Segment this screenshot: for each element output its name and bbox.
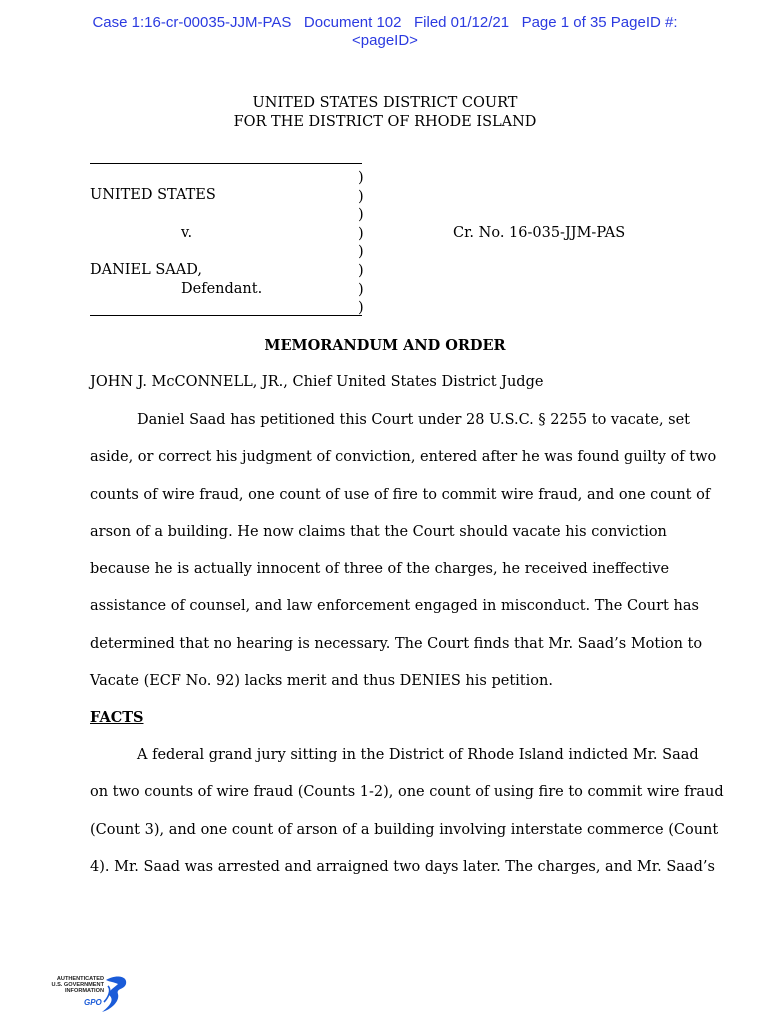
plaintiff-name: UNITED STATES bbox=[90, 187, 216, 203]
paragraph-line: Daniel Saad has petitioned this Court under 28 U.S.C. § 2255 to vacate, set bbox=[137, 412, 691, 428]
caption-rule-bottom bbox=[90, 315, 362, 316]
caption-rule-top bbox=[90, 163, 362, 164]
paragraph-facts bbox=[90, 737, 724, 886]
paragraph-intro bbox=[90, 402, 717, 700]
gpo-authentication-seal bbox=[44, 972, 134, 1018]
gpo-mark: GPO bbox=[84, 998, 102, 1007]
paragraph-line: Vacate (ECF No. 92) lacks merit and thus DENIES his petition. bbox=[90, 673, 553, 690]
court-line-1: UNITED STATES DISTRICT COURT bbox=[252, 95, 518, 111]
ecf-header-line-1: Case 1:16-cr-00035-JJM-PAS Document 102 Filed 01/12/21 Page 1 of 35 PageID #: bbox=[92, 14, 678, 31]
paragraph-line: on two counts of wire fraud (Counts 1-2), one count of using fire to commit wire fraud bbox=[90, 784, 724, 801]
court-name bbox=[0, 94, 770, 132]
paragraph-line: (Count 3), and one count of arson of a building involving interstate commerce (Count bbox=[90, 821, 719, 838]
facts-heading: FACTS bbox=[90, 709, 144, 726]
paragraph-line: A federal grand jury sitting in the District of Rhode Island indicted Mr. Saad bbox=[137, 747, 699, 763]
paragraph-line: aside, or correct his judgment of conviction, entered after he was found guilty of two bbox=[90, 449, 717, 466]
paragraph-line: assistance of counsel, and law enforcement engaged in misconduct. The Court has bbox=[90, 598, 699, 615]
defendant-role: Defendant. bbox=[181, 281, 263, 297]
document-title: MEMORANDUM AND ORDER bbox=[264, 337, 506, 354]
paragraph-line: counts of wire fraud, one count of use of fire to commit wire fraud, and one count of bbox=[90, 486, 711, 503]
court-line-2: FOR THE DISTRICT OF RHODE ISLAND bbox=[233, 114, 537, 130]
paragraph-line: 4). Mr. Saad was arrested and arraigned two days later. The charges, and Mr. Saad’s bbox=[90, 858, 715, 875]
paragraph-line: because he is actually innocent of three of the charges, he received ineffective bbox=[90, 561, 670, 578]
judge-line: JOHN J. McCONNELL, JR., Chief United States District Judge bbox=[90, 374, 544, 390]
paragraph-line: arson of a building. He now claims that the Court should vacate his conviction bbox=[90, 523, 667, 540]
defendant-name: DANIEL SAAD, bbox=[90, 262, 202, 278]
case-number: Cr. No. 16-035-JJM-PAS bbox=[453, 225, 626, 241]
paragraph-line: determined that no hearing is necessary. The Court finds that Mr. Saad’s Motion to bbox=[90, 635, 703, 652]
versus-label: v. bbox=[181, 225, 193, 241]
caption-parentheses: ) ) ) ) ) ) ) ) bbox=[358, 170, 364, 317]
ecf-header bbox=[0, 14, 770, 50]
gpo-seal-text: AUTHENTICATED U.S. GOVERNMENT INFORMATION bbox=[51, 976, 104, 994]
ecf-header-line-2: <pageID> bbox=[352, 32, 418, 49]
